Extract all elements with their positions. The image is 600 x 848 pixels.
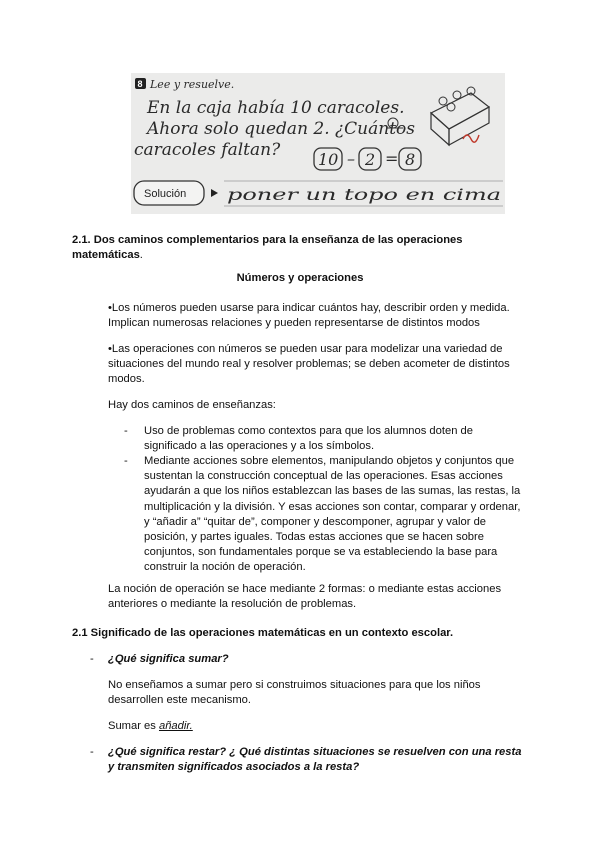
solution-label: Solución <box>144 188 187 200</box>
solution-answer: poner un topo en cima <box>227 185 501 204</box>
section-2-heading: 2.1 Significado de las operaciones matemáticas en un contexto escolar. <box>72 627 454 639</box>
exercise-number: 8 <box>137 79 143 89</box>
sum-keyword: añadir. <box>158 720 193 732</box>
problem-line-2: Ahora solo quedan 2. ¿Cuántos <box>147 119 415 139</box>
equation <box>314 148 421 170</box>
paragraph-closing: La noción de operación se hace mediante 2 formas: o mediante estas acciones anteriores o mediante la resolución de problemas. <box>108 583 502 611</box>
svg-text:–: – <box>347 149 355 168</box>
paragraph-intro: Hay dos caminos de enseñanzas: <box>108 399 276 411</box>
paragraph-operations: •Las operaciones con números se pueden usar para modelizar una variedad de situaciones del mundo real y resolver problemas; se deben acometer de distintos modos. <box>108 343 510 386</box>
exercise-photo <box>131 73 505 214</box>
exercise-instruction: Lee y resuelve. <box>150 78 235 91</box>
section-heading: 2.1. Dos caminos complementarios para la enseñanza de las operaciones matemáticas. <box>72 234 463 262</box>
sum-definition: Sumar es añadir. <box>108 720 193 732</box>
list-item: - Mediante acciones sobre elementos, manipulando objetos y conjuntos que sustentan la construcción conceptual de las operaciones. Esas acciones ayudarán a que los niños establezcan las bases de las sumas, las restas, la multiplicación y la división. Y esas acciones son contar, comparar y ordenar, y “añadir a” “quitar de”, componer y descomponer, agrupar y valor de posición, y partes iguales. Todas estas acciones que se hacen sobre conjuntos, son fundamentales porque se va estableciendo la base para construir la noción de operación. <box>124 455 521 574</box>
list-item: - Uso de problemas como contextos para que los alumnos doten de significado a las operaciones y a los símbolos. <box>124 425 473 453</box>
equation-c: 8 <box>405 150 416 169</box>
equation-b: 2 <box>365 150 376 169</box>
paragraph-numbers: •Los números pueden usarse para indicar cuántos hay, describir orden y medida. Implican numerosas relaciones y pueden representarse de distintos modos <box>108 302 510 330</box>
equation-a: 10 <box>318 150 339 169</box>
question-subtract: - ¿Qué significa restar? ¿ Qué distintas situaciones se resuelven con una resta y transmiten significados asociados a la resta? <box>90 746 522 774</box>
answer-sum: No enseñamos a sumar pero si construimos situaciones para que los niños desarrollen este mecanismo. <box>108 679 481 707</box>
svg-text:=: = <box>385 149 399 168</box>
problem-line-3: caracoles faltan? <box>134 140 281 160</box>
section-subtitle: Números y operaciones <box>236 272 364 284</box>
question-sum: - ¿Qué significa sumar? <box>90 653 229 665</box>
problem-line-1: En la caja había 10 caracoles. <box>147 98 405 118</box>
